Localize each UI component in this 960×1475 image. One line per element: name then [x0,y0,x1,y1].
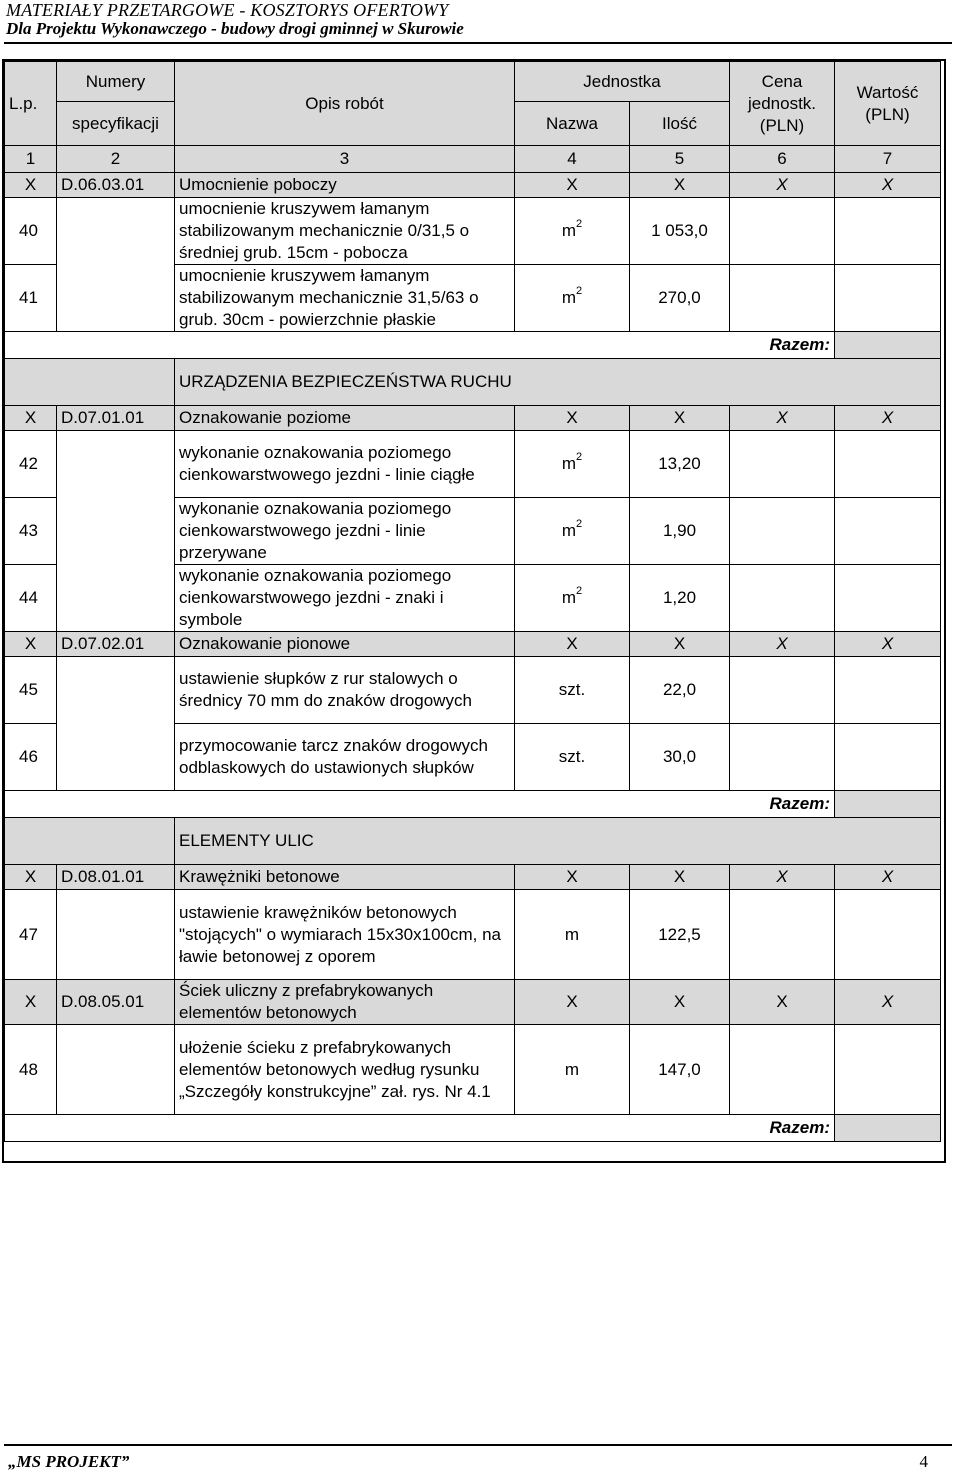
item-price [730,431,835,498]
col-number: 1 [5,146,57,173]
section-row [5,406,941,431]
section-x: X [835,173,941,198]
unit-text: m [561,221,577,240]
table-row [5,1025,941,1115]
col-cena-line2: jednostk. [747,93,817,113]
table-row [5,890,941,980]
col-number: 3 [175,146,515,173]
item-description: umocnienie kruszywem łamanym stabilizowanym mechanicznie 31,5/63 o grub. 30cm - powierzchnie płaskie [175,265,515,332]
section-x: X [630,406,730,431]
item-unit: szt. [515,724,630,791]
item-unit [515,498,630,565]
item-value [835,498,941,565]
subtotal-row [5,1115,941,1142]
section-lp: X [5,406,57,431]
unit-superscript: 2 [576,285,583,297]
section-x: X [515,865,630,890]
table-row [5,198,941,265]
column-number-row [5,146,941,173]
col-number: 5 [630,146,730,173]
section-x: X [515,980,630,1025]
unit-text: m [561,521,577,540]
section-title: Ściek uliczny z prefabrykowanych elementów betonowych [175,980,515,1025]
group-title-row [5,818,941,865]
section-x: X [630,865,730,890]
group-title-spacer [5,359,175,406]
item-spec [57,890,175,980]
item-value [835,657,941,724]
section-row [5,173,941,198]
item-price [730,265,835,332]
item-quantity: 1 053,0 [630,198,730,265]
unit-text: m [561,288,577,307]
footer-divider [4,1444,952,1446]
item-lp: 40 [5,198,57,265]
subtotal-row [5,332,941,359]
unit-text: m [561,588,577,607]
group-title: URZĄDZENIA BEZPIECZEŃSTWA RUCHU [175,359,941,406]
item-price [730,657,835,724]
item-quantity: 147,0 [630,1025,730,1115]
section-x: X [515,632,630,657]
item-unit [515,431,630,498]
item-value [835,724,941,791]
item-quantity: 122,5 [630,890,730,980]
table-row [5,657,941,724]
footer-company: „MS PROJEKT” [8,1452,130,1471]
item-unit [515,265,630,332]
unit-superscript: 2 [576,518,583,530]
col-cena-line1: Cena [761,71,803,91]
section-x: X [835,980,941,1025]
section-row [5,980,941,1025]
group-title-spacer [5,818,175,865]
col-jednostka: Jednostka [515,62,730,102]
item-unit: m [515,1025,630,1115]
unit-superscript: 2 [576,585,583,597]
col-lp: L.p. [5,62,57,146]
item-description: umocnienie kruszywem łamanym stabilizowanym mechanicznie 0/31,5 o średniej grub. 15cm - pobocza [175,198,515,265]
unit-superscript: 2 [576,451,583,463]
section-row [5,865,941,890]
col-ilosc: Ilość [630,102,730,146]
item-unit: szt. [515,657,630,724]
col-wartosc [835,62,941,146]
item-price [730,565,835,632]
item-price [730,198,835,265]
item-lp: 45 [5,657,57,724]
section-lp: X [5,865,57,890]
group-title: ELEMENTY ULIC [175,818,941,865]
item-value [835,890,941,980]
table-header-row [5,62,941,102]
section-code: D.08.01.01 [57,865,175,890]
header-subtitle: Dla Projektu Wykonawczego - budowy drogi gminnej w Skurowie [6,19,464,38]
item-description: ustawienie słupków z rur stalowych o średnicy 70 mm do znaków drogowych [175,657,515,724]
item-lp: 41 [5,265,57,332]
item-value [835,1025,941,1115]
item-quantity: 13,20 [630,431,730,498]
subtotal-value [835,332,941,359]
section-title: Oznakowanie poziome [175,406,515,431]
section-code: D.06.03.01 [57,173,175,198]
section-code: D.07.01.01 [57,406,175,431]
section-code: D.08.05.01 [57,980,175,1025]
section-x: X [630,173,730,198]
section-lp: X [5,173,57,198]
col-wartosc-line2: (PLN) [865,104,910,124]
section-x: X [835,865,941,890]
col-nazwa: Nazwa [515,102,630,146]
section-x: X [515,406,630,431]
section-x: X [730,406,835,431]
section-x: X [630,632,730,657]
item-quantity: 1,90 [630,498,730,565]
item-spec [57,1025,175,1115]
cost-estimate-table [4,61,941,1142]
item-value [835,265,941,332]
col-opis: Opis robót [175,62,515,146]
item-spec [57,657,175,791]
section-x: X [835,632,941,657]
item-description: wykonanie oznakowania poziomego cienkowarstwowego jezdni - linie przerywane [175,498,515,565]
section-row [5,632,941,657]
item-quantity: 22,0 [630,657,730,724]
item-price [730,1025,835,1115]
section-x: X [835,406,941,431]
col-wartosc-line1: Wartość [856,82,919,102]
col-number: 4 [515,146,630,173]
item-unit [515,198,630,265]
item-lp: 47 [5,890,57,980]
section-x: X [730,632,835,657]
item-value [835,198,941,265]
item-unit: m [515,890,630,980]
subtotal-label: Razem: [5,791,835,818]
section-x: X [630,980,730,1025]
item-price [730,498,835,565]
item-lp: 43 [5,498,57,565]
item-quantity: 270,0 [630,265,730,332]
item-quantity: 1,20 [630,565,730,632]
unit-text: m [561,454,577,473]
item-spec [57,198,175,332]
page-number: 4 [919,1452,928,1471]
subtotal-value [835,1115,941,1142]
col-number: 6 [730,146,835,173]
item-lp: 42 [5,431,57,498]
subtotal-label: Razem: [5,332,835,359]
group-title-row [5,359,941,406]
section-lp: X [5,632,57,657]
item-quantity: 30,0 [630,724,730,791]
subtotal-value [835,791,941,818]
section-x: X [730,173,835,198]
item-price [730,890,835,980]
col-cena [730,62,835,146]
section-title: Oznakowanie pionowe [175,632,515,657]
section-title: Umocnienie poboczy [175,173,515,198]
col-specyfikacji: specyfikacji [57,102,175,146]
section-x: X [730,980,835,1025]
subtotal-row [5,791,941,818]
item-description: ustawienie krawężników betonowych "stojących" o wymiarach 15x30x100cm, na ławie betonowej z oporem [175,890,515,980]
table-row [5,431,941,498]
section-x: X [515,173,630,198]
item-lp: 44 [5,565,57,632]
item-spec [57,431,175,632]
unit-superscript: 2 [576,218,583,230]
item-lp: 48 [5,1025,57,1115]
item-description: wykonanie oznakowania poziomego cienkowarstwowego jezdni - linie ciągłe [175,431,515,498]
header-title: MATERIAŁY PRZETARGOWE - KOSZTORYS OFERTOWY [6,0,449,20]
item-value [835,431,941,498]
item-price [730,724,835,791]
section-x: X [730,865,835,890]
item-description: wykonanie oznakowania poziomego cienkowarstwowego jezdni - znaki i symbole [175,565,515,632]
item-unit [515,565,630,632]
item-description: przymocowanie tarcz znaków drogowych odblaskowych do ustawionych słupków [175,724,515,791]
col-number: 7 [835,146,941,173]
subtotal-label: Razem: [5,1115,835,1142]
section-title: Krawężniki betonowe [175,865,515,890]
item-value [835,565,941,632]
header-divider [4,42,952,44]
item-description: ułożenie ścieku z prefabrykowanych elementów betonowych według rysunku „Szczegóły konstrukcyjne” zał. rys. Nr 4.1 [175,1025,515,1115]
col-numery: Numery [57,62,175,102]
item-lp: 46 [5,724,57,791]
section-lp: X [5,980,57,1025]
col-cena-line3: (PLN) [759,115,805,135]
col-number: 2 [57,146,175,173]
section-code: D.07.02.01 [57,632,175,657]
